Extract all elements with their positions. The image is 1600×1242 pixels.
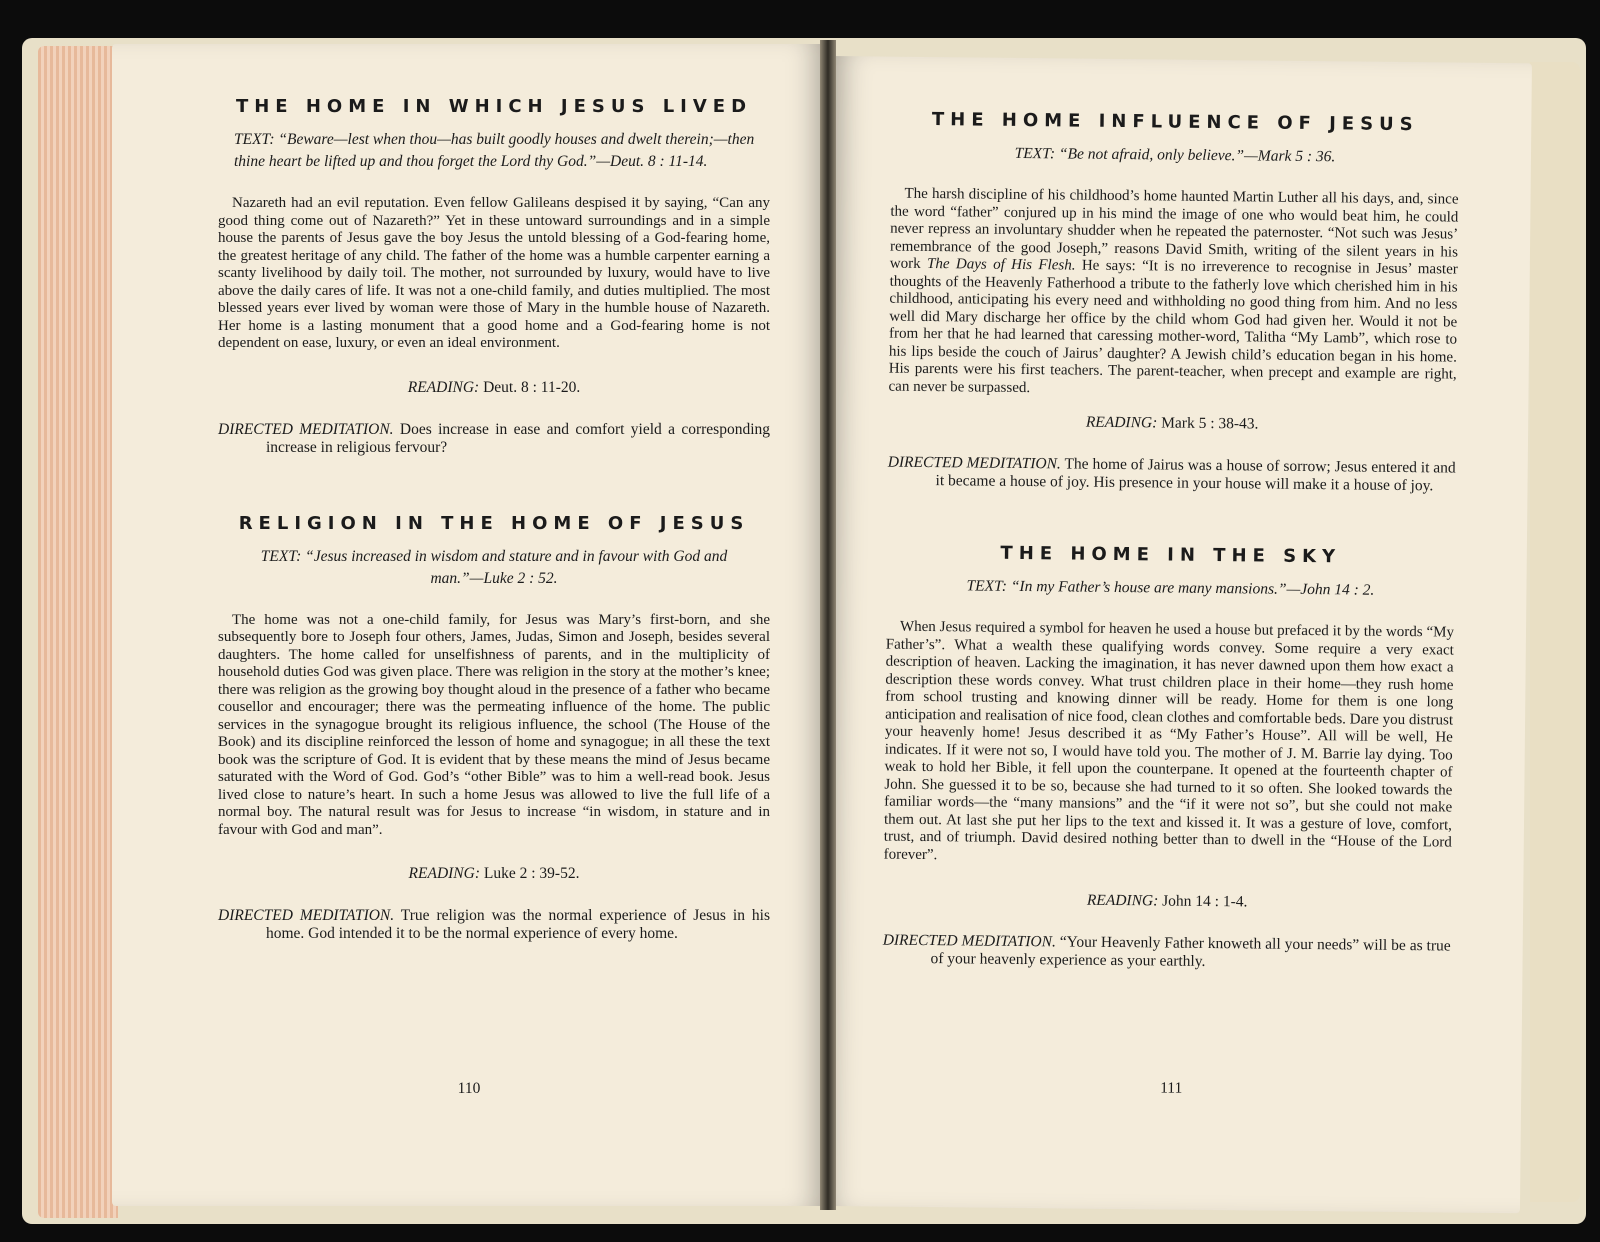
text-quote: “Jesus increased in wisdom and stature and in favour with God and man.”—Luke 2 : 52. [305, 547, 728, 587]
page-edges-right [1530, 62, 1580, 1202]
book-gutter [820, 40, 836, 1210]
directed-meditation [218, 907, 770, 943]
meditation-label: DIRECTED MEDITATION. [882, 931, 1056, 951]
scripture-text [218, 546, 770, 590]
text-label: TEXT: [1014, 144, 1056, 163]
reading [888, 412, 1456, 436]
book-title: The Days of His Flesh. [926, 256, 1076, 274]
meditation-label: DIRECTED MEDITATION. [218, 907, 395, 924]
text-quote: “Beware—lest when thou—has built goodly houses and dwelt therein;—then thine heart be lifted up and thou forget the Lord thy God.”—Deut. 8 : 11-14. [234, 131, 755, 170]
scripture-text [218, 129, 770, 173]
section-title: RELIGION IN THE HOME OF JESUS [238, 512, 750, 534]
paragraph [888, 186, 1458, 402]
text-label: TEXT: [966, 577, 1008, 595]
paragraph: The home was not a one-child family, for Jesus was Mary’s first-born, and she subsequently bore to Joseph four others, James, Judas, Simon and Joseph, besides several daughters. The home called for unselfishness of parents, and in the multiplicity of household duties God was given place. There was religion in the story at the mother’s knee; there was religion as the growing boy thought aloud in the presence of a father who became cousellor and encourager; there was the permeating influence of the home. The public services in the synagogue brought its religious influence, the school (The House of the Book) and its discipline reinforced the lesson of home and synagogue; in all these the text book was the scripture of God. It is evident that by these means the mind of Jesus became saturated with the Word of God. God’s “other Bible” was to him a well-read book. Jesus lived close to nature’s heart. In such a home Jesus was allowed to live the full life of a normal boy. The natural result was for Jesus to increase “in wisdom, in stature and in favour with God and man”. [218, 611, 770, 838]
meditation-label: DIRECTED MEDITATION. [218, 420, 394, 438]
reading-ref: Deut. 8 : 11-20. [483, 378, 581, 396]
text-label: TEXT: [234, 131, 275, 148]
reading-label: READING: [407, 378, 480, 396]
section-title: THE HOME INFLUENCE OF JESUS [931, 109, 1419, 136]
directed-meditation [887, 454, 1455, 496]
paragraph-part: The harsh discipline of his childhood’s home haunted Martin Luther all his days, and, since the word “father” conjured up in his mind the image of one who would beat him, he could never repress an involuntary shudder when he repeated the paternoster. “Not such was Jesus’ remembrance of the good Joseph,” reasons David Smith, writing of the silent years in his work [889, 185, 1459, 273]
paragraph-part: He says: “It is no irreverence to recognise in Jesus’ master thoughts of the Heavenly Fatherhood a tribute to the fatherly love which cherished him in his childhood, anticipating his every need and withholding no good thing from him. And no less well did Mary discharge her office by the child whom God had given her. Would it not be from her that he had learned that caressing mother-word, Talitha “My Lamb”, which rose to his lips beside the couch of Jairus’ daughter? A Jewish child’s education began in his home. His parents were his first teachers. The parent-teacher, when precept and example are right, can never be surpassed. [888, 257, 1458, 396]
reading-label: READING: [408, 865, 480, 882]
paragraph: Nazareth had an evil reputation. Even fellow Galileans despised it by saying, “Can any good thing come out of Nazareth?” Yet in these untoward surroundings and in a simple house the parents of Jesus gave the boy Jesus the untold blessing of a God-fearing home, the greatest heritage of any child. The father of the home was a humble carpenter earning a scanty livelihood by daily toil. The mother, not surrounded by luxury, would have to live above the daily cares of life. It was not a one-child family, and duties multiplied. The most blessed years ever lived by woman were those of Mary in the humble house of Nazareth. Her home is a lasting monument that a good home and a God-fearing home is not dependent on ease, luxury, or even an ideal environment. [218, 195, 770, 351]
reading-label: READING: [1085, 413, 1158, 432]
meditation-label: DIRECTED MEDITATION. [887, 453, 1061, 473]
scripture-text [886, 575, 1454, 603]
meditation-text: “Your Heavenly Father knoweth all your needs” will be as true of your heavenly experience as your earthly. [930, 933, 1451, 970]
text-quote: “In my Father’s house are many mansions.”—John 14 : 2. [1010, 577, 1375, 599]
reading [218, 379, 770, 397]
reading-ref: Mark 5 : 38-43. [1161, 414, 1259, 433]
reading [218, 865, 770, 883]
left-page [112, 44, 826, 1206]
page-number: 110 [457, 1080, 481, 1097]
reading-label: READING: [1086, 891, 1159, 910]
directed-meditation [882, 932, 1450, 974]
right-page [820, 56, 1532, 1213]
text-quote: “Be not afraid, only believe.”—Mark 5 : 36. [1058, 145, 1336, 166]
meditation-text: True religion was the normal experience of Jesus in his home. God intended it to be the normal experience of every home. [266, 907, 770, 942]
reading [883, 890, 1451, 914]
reading-ref: Luke 2 : 39-52. [483, 865, 580, 882]
directed-meditation [218, 421, 770, 457]
paragraph: When Jesus required a symbol for heaven he used a house but prefaced it by the words “My Father’s”. What a wealth these qualifying words convey. Some require a very exact description of heaven. Lacking the imagination, it has never dawned upon them how exact a description these words convey. What trust children place in their home—they rush home from school trusting and knowing dinner will be ready. Home for them is one long anticipation and realisation of nice food, clean clothes and comfortable beds. Dare you distrust your heavenly home! Jesus described it as “My Father’s House”. All will be well, He indicates. If it were not so, I would have told you. The mother of J. M. Barrie lay dying. Too weak to hold her Bible, it fell upon the counterpane. It opened at the fourteenth chapter of John. She guessed it to be so, because she had turned to it so often. She looked towards the familiar words—the “many mansions” and the “if it were not so”, but she could not make them out. At last she put her lips to the text and kissed it. It was a gesture of love, comfort, trust, and of triumph. David desired nothing better than to dwell in the “House of the Lord forever”. [883, 618, 1455, 863]
section-title: THE HOME IN WHICH JESUS LIVED [235, 96, 753, 117]
text-label: TEXT: [260, 547, 302, 565]
scripture-text [891, 142, 1459, 170]
meditation-text: The home of Jairus was a house of sorrow; Jesus entered it and it became a house of joy. His presence in your house will make it a house of joy. [935, 455, 1456, 495]
page-edges-left [38, 46, 118, 1218]
reading-ref: John 14 : 1-4. [1162, 892, 1248, 911]
page-number: 111 [1160, 1079, 1183, 1097]
meditation-text: Does increase in ease and comfort yield a corresponding increase in religious fervour? [266, 420, 771, 456]
section-title: THE HOME IN THE SKY [1000, 542, 1342, 568]
